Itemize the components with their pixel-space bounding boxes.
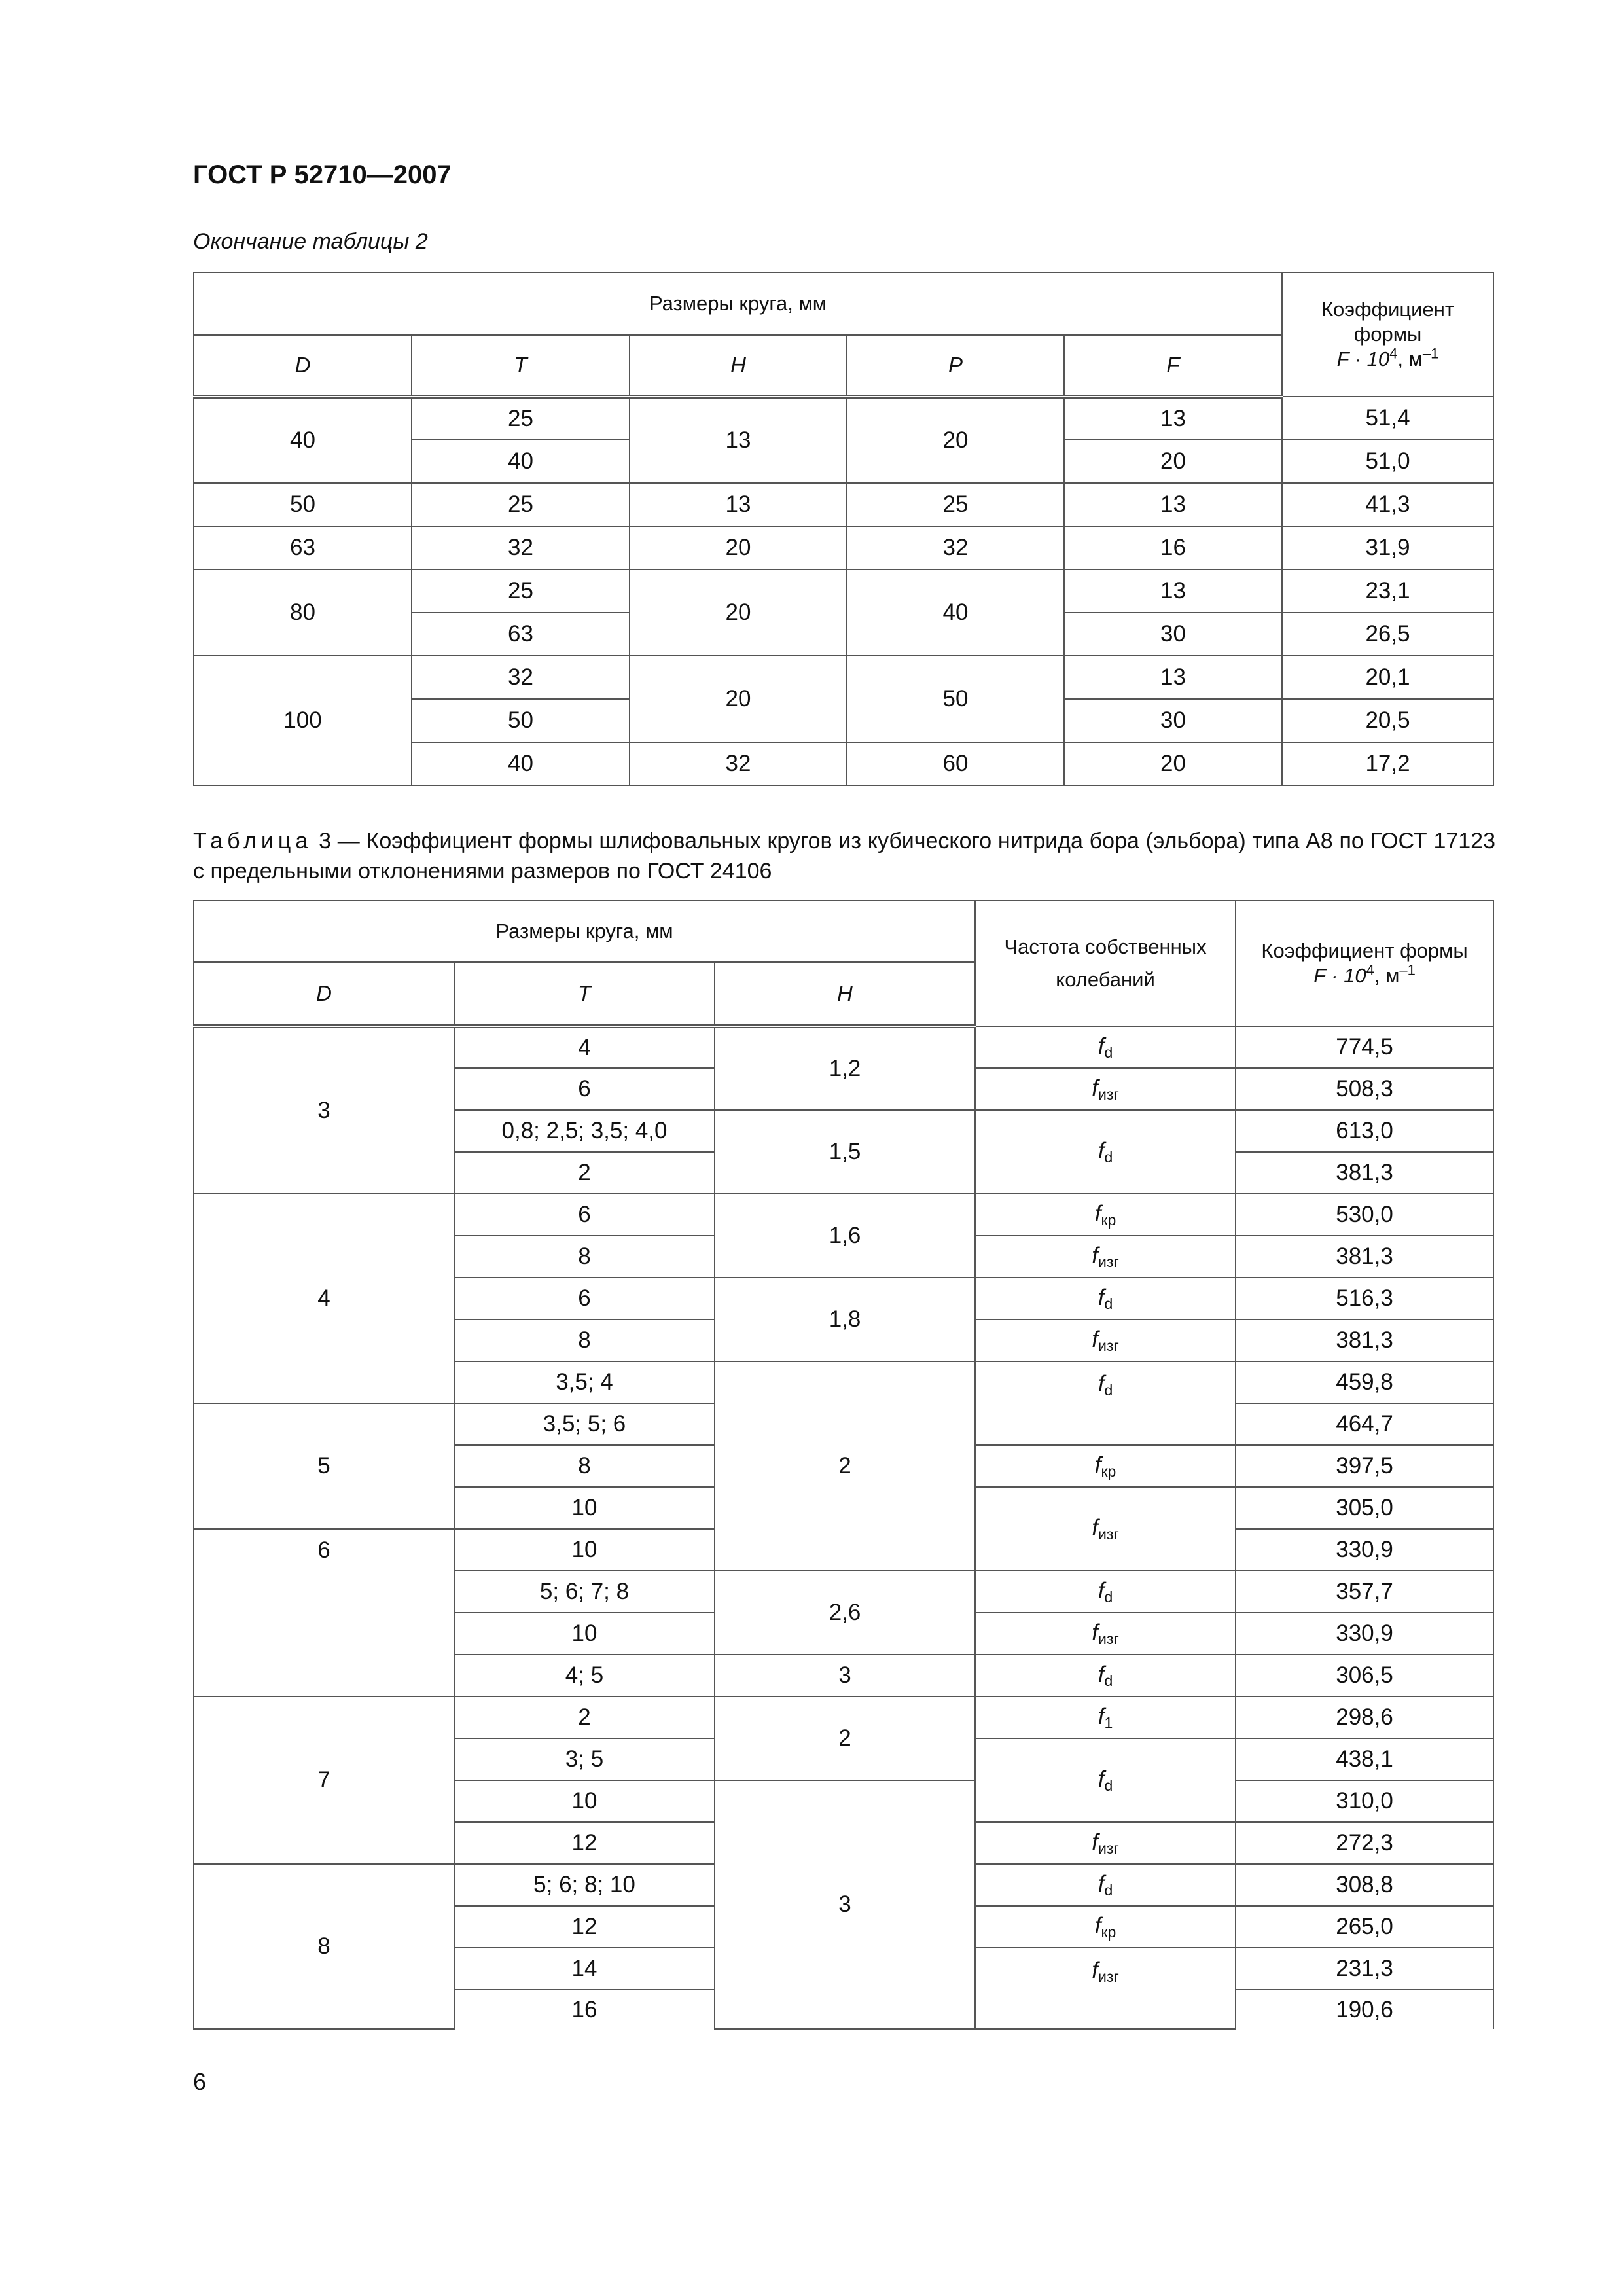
table-cell: 1,6 [715,1194,975,1278]
table-cell: 310,0 [1236,1780,1493,1822]
table-cell: 23,1 [1282,569,1493,613]
table-cell: 3,5; 5; 6 [454,1403,715,1445]
table-cell: 231,3 [1236,1948,1493,1990]
table-cell: 5; 6; 8; 10 [454,1864,715,1906]
table-cell: fкр [975,1445,1236,1487]
table-cell: 265,0 [1236,1906,1493,1948]
table-cell: 12 [454,1906,715,1948]
table-cell: 50 [194,483,412,526]
table-cell: 5 [194,1403,454,1529]
table-cell: 459,8 [1236,1361,1493,1403]
table-cell: 1,2 [715,1026,975,1110]
table-cell: 30 [1064,613,1282,656]
table-cell: 464,7 [1236,1403,1493,1445]
table-cell: 32 [412,526,630,569]
table-cell: 0,8; 2,5; 3,5; 4,0 [454,1110,715,1152]
table-cell: 13 [1064,656,1282,699]
table-cell: 31,9 [1282,526,1493,569]
table-cell: 8 [454,1319,715,1361]
table-cell: 63 [194,526,412,569]
table3-col-t: T [454,962,715,1026]
table-cell: fизг [975,1236,1236,1278]
table-cell: 2 [454,1152,715,1194]
table-cell: 50 [847,656,1064,742]
table-cell: fd [975,1026,1236,1068]
table-cell: 308,8 [1236,1864,1493,1906]
table-cell: 40 [412,440,630,483]
table3-coef-header: Коэффициент формы $F \cdot 10^4$, $м^{-1}$ [1236,901,1493,1026]
table-cell: 60 [847,742,1064,785]
table-cell: 13 [1064,397,1282,440]
table-cell: 397,5 [1236,1445,1493,1487]
table-cell: 40 [194,397,412,483]
table2-col-t: T [412,335,630,397]
table-cell: 10 [454,1780,715,1822]
table-cell: 14 [454,1948,715,1990]
table-cell: 516,3 [1236,1278,1493,1319]
table3-col-d: D [194,962,454,1026]
table-cell: 5; 6; 7; 8 [454,1571,715,1613]
table-cell: 12 [454,1822,715,1864]
table-cell: 4 [454,1026,715,1068]
table-cell: 17,2 [1282,742,1493,785]
table-3 [193,900,1494,2030]
table-cell: fd [975,1738,1236,1822]
table3-caption-label: Таблица [193,829,313,853]
table-cell: fd [975,1278,1236,1319]
table-cell: 20 [847,397,1064,483]
table2-col-d: D [194,335,412,397]
table-cell: fкр [975,1194,1236,1236]
table-cell: 381,3 [1236,1152,1493,1194]
table-cell: 3 [715,1780,975,2029]
table-cell: 20 [1064,742,1282,785]
table-cell: 381,3 [1236,1319,1493,1361]
table-cell: f1 [975,1696,1236,1738]
table-cell: 41,3 [1282,483,1493,526]
table-cell: 530,0 [1236,1194,1493,1236]
table-cell: 13 [1064,483,1282,526]
table-cell: 20 [1064,440,1282,483]
table-cell: fd [975,1361,1236,1445]
table-cell: 10 [454,1487,715,1529]
table-cell: 1,8 [715,1278,975,1361]
table2-continuation-label: Окончание таблицы 2 [193,229,428,254]
table-cell: 2 [715,1361,975,1571]
table-cell: 3 [715,1655,975,1696]
table-cell: 330,9 [1236,1613,1493,1655]
table-cell: 190,6 [1236,1990,1493,2029]
table-cell: fизг [975,1319,1236,1361]
table-cell: 2 [715,1696,975,1780]
table-cell: 10 [454,1529,715,1571]
table-cell: 13 [630,397,847,483]
table2-col-f: F [1064,335,1282,397]
table-cell: fкр [975,1906,1236,1948]
table-cell: 13 [1064,569,1282,613]
table-cell: 20 [630,656,847,742]
table-cell: 100 [194,656,412,785]
table-cell: 4 [194,1194,454,1403]
table-cell: 298,6 [1236,1696,1493,1738]
table-cell: 613,0 [1236,1110,1493,1152]
table-cell: 306,5 [1236,1655,1493,1696]
table-cell: 20 [630,526,847,569]
table-cell: 20 [630,569,847,656]
table-cell: fизг [975,1487,1236,1571]
table-cell: 50 [412,699,630,742]
table2-col-h: H [630,335,847,397]
table-cell: 51,4 [1282,397,1493,440]
table-cell: 6 [194,1529,454,1696]
table-cell: fd [975,1655,1236,1696]
table-cell: 1,5 [715,1110,975,1194]
table-cell: 3,5; 4 [454,1361,715,1403]
table-cell: 2,6 [715,1571,975,1655]
page-number: 6 [193,2068,207,2095]
table-cell: 63 [412,613,630,656]
table3-col-h: H [715,962,975,1026]
table-cell: 7 [194,1696,454,1864]
table-cell: 25 [412,397,630,440]
table-cell: 30 [1064,699,1282,742]
table-cell: fd [975,1864,1236,1906]
table-cell: fизг [975,1948,1236,2029]
table2-col-p: P [847,335,1064,397]
table-cell: 16 [1064,526,1282,569]
table-cell: 3 [194,1026,454,1194]
table-cell: fизг [975,1822,1236,1864]
table-cell: 438,1 [1236,1738,1493,1780]
table-cell: 40 [847,569,1064,656]
table-cell: 40 [412,742,630,785]
table-cell: 8 [454,1236,715,1278]
table-cell: 774,5 [1236,1026,1493,1068]
table-cell: 26,5 [1282,613,1493,656]
table-cell: 25 [847,483,1064,526]
table-cell: 25 [412,569,630,613]
table-cell: fd [975,1571,1236,1613]
table-2 [193,272,1494,786]
table-cell: 20,1 [1282,656,1493,699]
table-cell: 3; 5 [454,1738,715,1780]
table3-caption-text: 3 — Коэффициент формы шлифовальных кругов из кубического нитрида бора (эльбора) типа А8 по ГОСТ 17123 с предельными отклонениями размеров по ГОСТ 24106 [193,829,1495,884]
table3-group-header: Размеры круга, мм [194,901,975,962]
table-cell: fизг [975,1613,1236,1655]
table-cell: 305,0 [1236,1487,1493,1529]
table-cell: 16 [454,1990,715,2029]
table-cell: 272,3 [1236,1822,1493,1864]
table3-caption [193,826,1495,886]
table-cell: 357,7 [1236,1571,1493,1613]
table-cell: 80 [194,569,412,656]
table-cell: 4; 5 [454,1655,715,1696]
table-cell: 20,5 [1282,699,1493,742]
table-cell: 51,0 [1282,440,1493,483]
table-cell: 381,3 [1236,1236,1493,1278]
table-cell: 330,9 [1236,1529,1493,1571]
table-cell: 25 [412,483,630,526]
table-cell: 32 [847,526,1064,569]
table-cell: 508,3 [1236,1068,1493,1110]
table2-group-header: Размеры круга, мм [194,272,1282,335]
table-cell: 6 [454,1068,715,1110]
table-cell: fd [975,1110,1236,1194]
table-cell: 32 [630,742,847,785]
table-cell: 13 [630,483,847,526]
table-cell: 6 [454,1278,715,1319]
table-cell: 8 [454,1445,715,1487]
document-header: ГОСТ Р 52710—2007 [193,160,452,189]
table-cell: 8 [194,1864,454,2029]
table-cell: 32 [412,656,630,699]
table3-freq-header: Частота собственных колебаний [975,901,1236,1026]
table-cell: fизг [975,1068,1236,1110]
table-cell: 6 [454,1194,715,1236]
table2-coef-header: Коэффициент формы $F \cdot 10^4$, $м^{-1}$ [1282,272,1493,397]
table-cell: 10 [454,1613,715,1655]
table-cell: 2 [454,1696,715,1738]
